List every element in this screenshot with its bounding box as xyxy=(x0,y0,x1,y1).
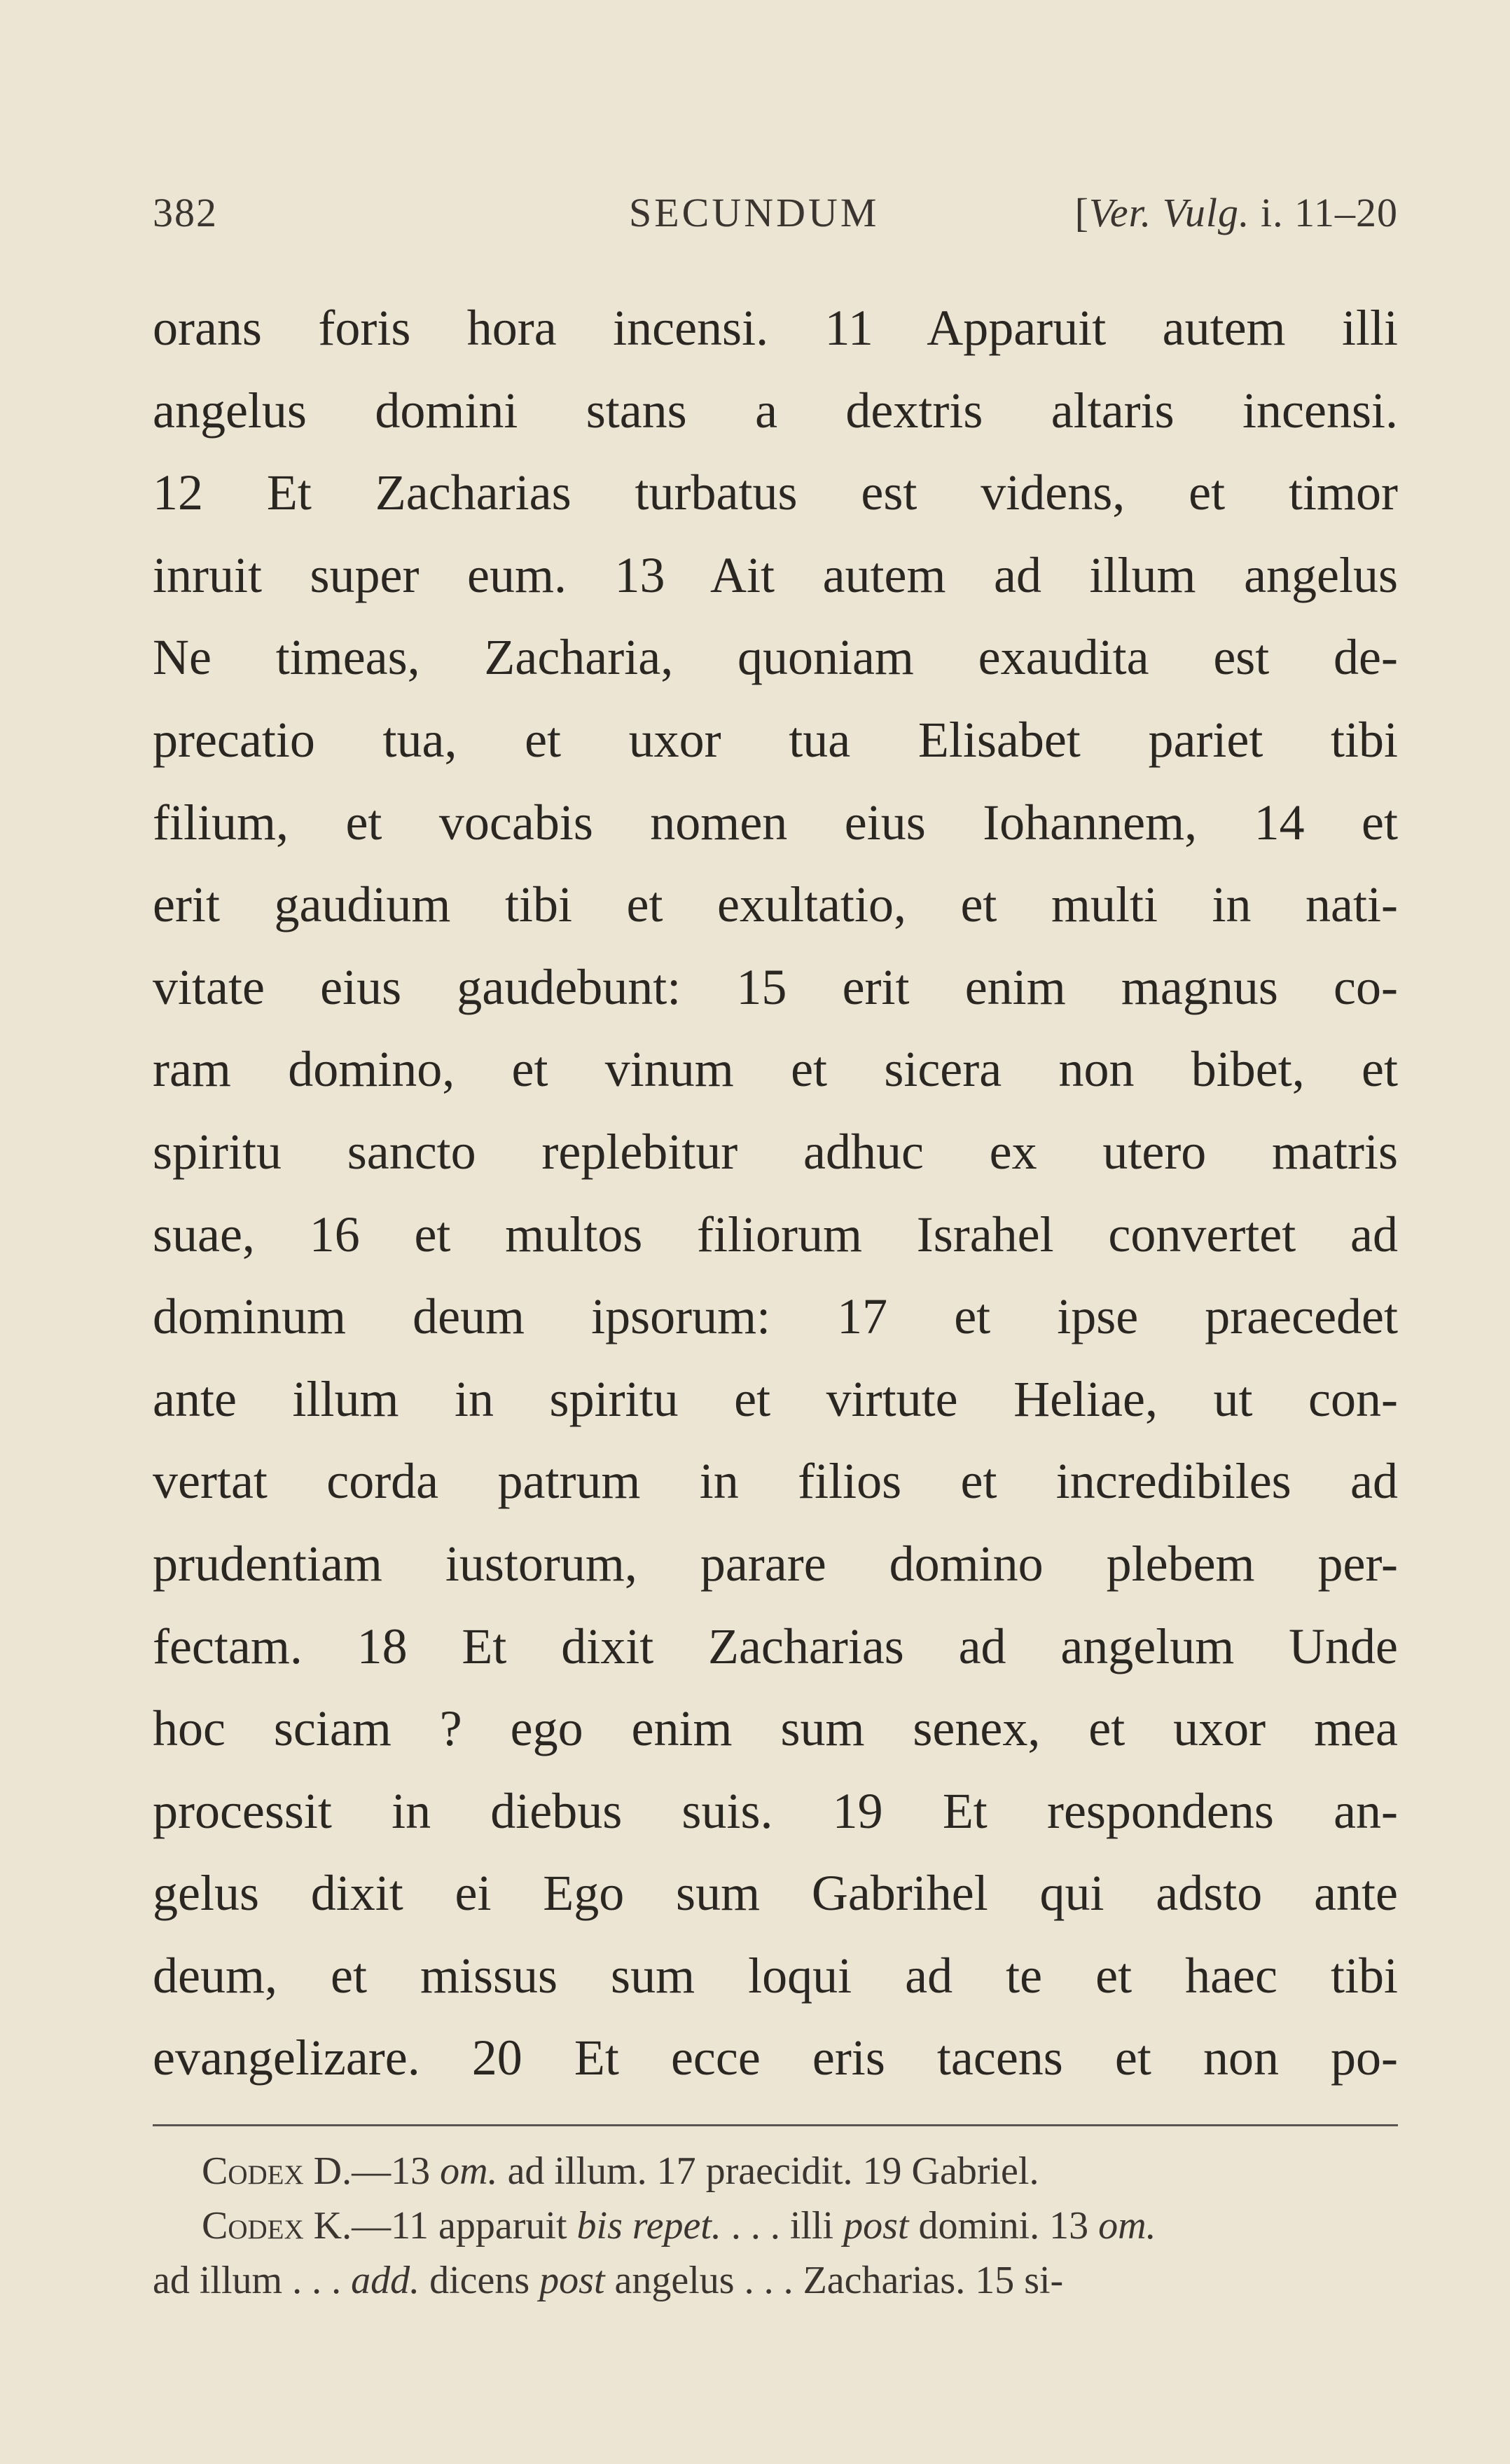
text-line: evangelizare. 20 Et ecce eris tacens et non po- xyxy=(153,2030,1398,2086)
text-line: orans foris hora incensi. 11 Apparuit autem illi xyxy=(153,300,1398,356)
text-line: fectam. 18 Et dixit Zacharias ad angelum Unde xyxy=(153,1618,1398,1674)
note-abbrev: bis repet. xyxy=(576,2204,721,2248)
text-line: erit gaudium tibi et exultatio, et multi in nati- xyxy=(153,876,1398,933)
text-line: hoc sciam ? ego enim sum senex, et uxor mea xyxy=(153,1700,1398,1757)
codex-label: Codex K. xyxy=(202,2204,352,2248)
text-line: dominum deum ipsorum: 17 et ipse praecedet xyxy=(153,1288,1398,1345)
text-line: gelus dixit ei Ego sum Gabrihel qui adsto ante xyxy=(153,1865,1398,1922)
text-line: precatio tua, et uxor tua Elisabet pariet tibi xyxy=(153,711,1398,768)
note-text: ad illum . . . xyxy=(153,2259,352,2302)
text-line: 12 Et Zacharias turbatus est videns, et timor xyxy=(153,464,1398,521)
text-line: ram domino, et vinum et sicera non bibet, et xyxy=(153,1041,1398,1098)
note-text: angelus . . . Zacharias. 15 si- xyxy=(604,2259,1064,2302)
text-line: suae, 16 et multos filiorum Israhel convertet ad xyxy=(153,1206,1398,1262)
note-text: ad illum. 17 praecidit. 19 Gabriel. xyxy=(497,2149,1039,2193)
note-text: . . . illi xyxy=(721,2204,844,2248)
text-line: Ne timeas, Zacharia, quoniam exaudita est de- xyxy=(153,629,1398,686)
ref-version: Ver. Vulg. xyxy=(1088,190,1250,235)
text-line: vitate eius gaudebunt: 15 erit enim magnus co- xyxy=(153,958,1398,1015)
note-abbrev: om. xyxy=(440,2149,498,2193)
note-abbrev: post xyxy=(539,2259,605,2302)
running-header xyxy=(153,189,1398,245)
ref-range: i. 11–20 xyxy=(1249,190,1398,235)
text-line: spiritu sancto replebitur adhuc ex utero matris xyxy=(153,1123,1398,1180)
note-continuation xyxy=(153,2253,1398,2308)
note-abbrev: post xyxy=(843,2204,909,2248)
text-line: deum, et missus sum loqui ad te et haec tibi xyxy=(153,1947,1398,2004)
text-line: filium, et vocabis nomen eius Iohannem, 14 et xyxy=(153,794,1398,851)
note-abbrev: add. xyxy=(351,2259,420,2302)
text-line: vertat corda patrum in filios et incredibiles ad xyxy=(153,1453,1398,1510)
footnote-divider xyxy=(153,2124,1398,2126)
codex-label: Codex D. xyxy=(202,2149,352,2193)
running-title: SECUNDUM xyxy=(629,190,880,235)
ref-bracket: [ xyxy=(1074,190,1089,235)
text-line: ante illum in spiritu et virtute Heliae, ut con- xyxy=(153,1370,1398,1427)
text-line: prudentiam iustorum, parare domino plebem per- xyxy=(153,1535,1398,1592)
text-line: processit in diebus suis. 19 Et respondens an- xyxy=(153,1782,1398,1839)
note-text: —11 apparuit xyxy=(352,2204,577,2248)
apparatus-notes xyxy=(153,2144,1398,2308)
note-codex-d xyxy=(153,2144,1398,2198)
note-text: —13 xyxy=(352,2149,441,2193)
verse-reference xyxy=(1075,189,1398,236)
note-text: dicens xyxy=(420,2259,540,2302)
text-line: angelus domini stans a dextris altaris incensi. xyxy=(153,382,1398,439)
main-text xyxy=(153,287,1398,2100)
text-line: inruit super eum. 13 Ait autem ad illum angelus xyxy=(153,546,1398,603)
page-number: 382 xyxy=(153,190,218,235)
note-text: domini. 13 xyxy=(908,2204,1099,2248)
note-abbrev: om. xyxy=(1098,2204,1156,2248)
note-codex-k xyxy=(153,2198,1398,2253)
